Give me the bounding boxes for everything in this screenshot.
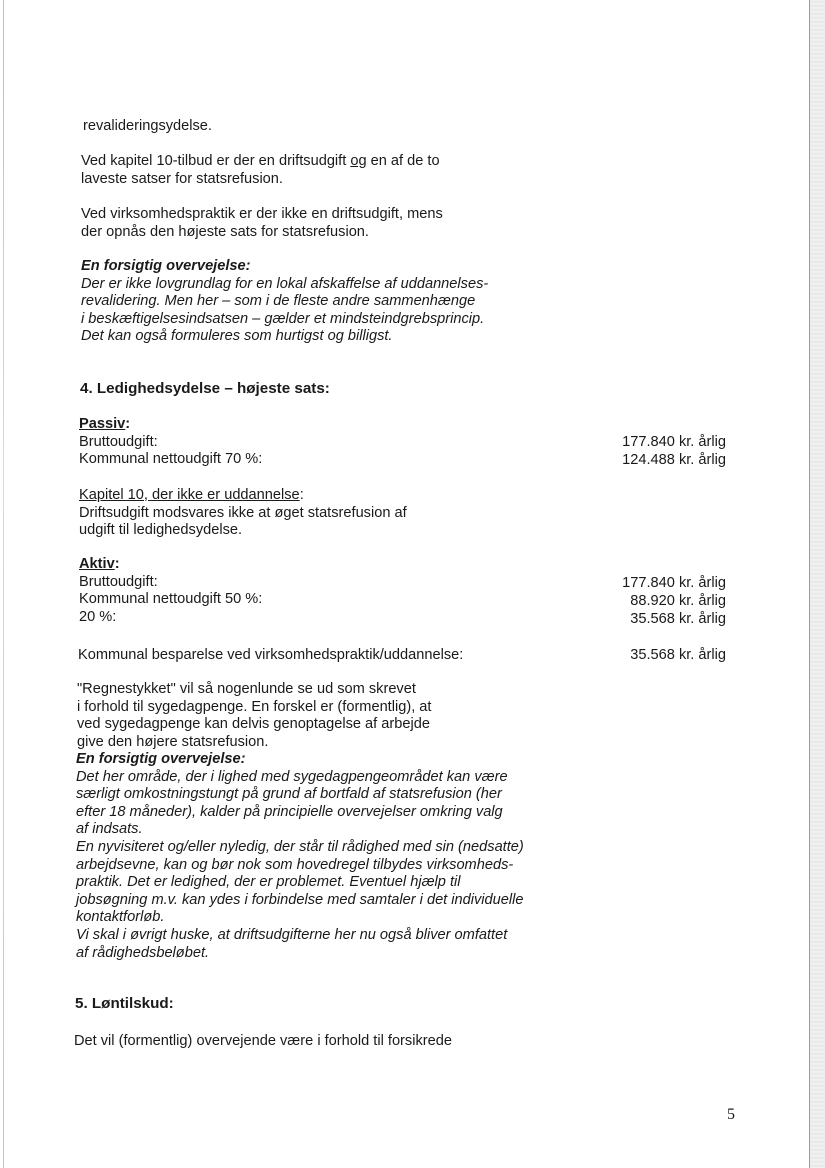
- regnestykket-line-2: i forhold til sygedagpenge. En forskel er (formentlig), at: [77, 698, 432, 715]
- reflection-1-line-1: Der er ikke lovgrundlag for en lokal afskaffelse af uddannelses-: [81, 275, 489, 292]
- aktiv-heading: [79, 556, 262, 574]
- kapitel10-block-line-1: Driftsudgift modsvares ikke at øget statsrefusion af: [79, 504, 407, 521]
- savings-amount: 35.568 kr. årlig: [630, 647, 726, 663]
- reflection-2-line-9: kontaktforløb.: [76, 909, 165, 926]
- kapitel10-text-og: og: [350, 153, 367, 169]
- kapitel10-line-1: [81, 153, 440, 171]
- reflection-2-line-4: af indsats.: [76, 821, 143, 838]
- reflection-1-line-4: Det kan også formuleres som hurtigst og billigst.: [81, 328, 393, 345]
- passiv-heading: [79, 416, 262, 434]
- passiv-row-2-amount: 124.488 kr. årlig: [622, 452, 726, 468]
- section-4-heading: 4. Ledighedsydelse – højeste sats:: [80, 380, 330, 397]
- aktiv-row-1-amount: 177.840 kr. årlig: [622, 575, 726, 591]
- aktiv-label: Aktiv: [79, 556, 115, 572]
- aktiv-block: [79, 556, 262, 626]
- reflection-2-line-11: af rådighedsbeløbet.: [76, 944, 210, 961]
- reflection-2-line-1: Det her område, der i lighed med sygedagpengeområdet kan være: [76, 768, 508, 785]
- passiv-row-2-label: Kommunal nettoudgift 70 %:: [79, 451, 263, 468]
- regnestykket-line-4: give den højere statsrefusion.: [77, 733, 269, 750]
- kapitel10-label: Kapitel 10, der ikke er uddannelse: [79, 487, 300, 503]
- passiv-label: Passiv: [79, 416, 126, 432]
- passiv-row-1-label: Bruttoudgift:: [79, 433, 158, 450]
- reflection-2-line-7: praktik. Det er ledighed, der er problemet. Eventuel hjælp til: [76, 874, 461, 891]
- reflection-2-line-6: arbejdsevne, kan og bør nok som hovedregel tilbydes virksomheds-: [76, 856, 514, 873]
- kapitel10-heading: [79, 487, 407, 505]
- page-number: 5: [727, 1106, 735, 1123]
- regnestykket-paragraph: [77, 681, 431, 751]
- aktiv-colon: :: [114, 556, 120, 572]
- kapitel10-paragraph: [81, 153, 440, 188]
- passiv-row-1-amount: 177.840 kr. årlig: [622, 434, 726, 450]
- reflection-2-line-5: En nyvisiteret og/eller nyledig, der står til rådighed med sin (nedsatte): [76, 838, 524, 855]
- reflection-2-heading: En forsigtig overvejelse:: [76, 751, 246, 767]
- passiv-colon: :: [125, 416, 131, 432]
- aktiv-row-3-label: 20 %:: [79, 608, 117, 625]
- aktiv-row-2-label: Kommunal nettoudgift 50 %:: [79, 591, 263, 608]
- kapitel10-block: [79, 487, 407, 540]
- reflection-2-line-2: særligt omkostningstungt på grund af bortfald af statsrefusion (her: [76, 786, 502, 803]
- kapitel10-text-a: Ved kapitel 10-tilbud er der en driftsudgift: [81, 153, 351, 169]
- reflection-2-line-8: jobsøgning m.v. kan ydes i forbindelse med samtaler i det individuelle: [76, 891, 524, 908]
- aktiv-row-1-label: Bruttoudgift:: [79, 573, 158, 590]
- kapitel10-colon: :: [299, 487, 304, 503]
- scan-right-edge: [809, 0, 825, 1168]
- reflection-2-line-10: Vi skal i øvrigt huske, at driftsudgifterne her nu også bliver omfattet: [76, 926, 508, 943]
- kapitel10-block-line-2: udgift til ledighedsydelse.: [79, 522, 243, 539]
- intro-line-revalideringsydelse: revalideringsydelse.: [83, 118, 212, 134]
- passiv-block: [79, 416, 262, 469]
- savings-label: Kommunal besparelse ved virksomhedspraktik/uddannelse:: [78, 647, 464, 663]
- reflection-2-line-3: efter 18 måneder), kalder på principielle overvejelser omkring valg: [76, 803, 503, 820]
- regnestykket-line-3: ved sygedagpenge kan delvis genoptagelse af arbejde: [77, 716, 430, 733]
- reflection-block-1: [81, 258, 488, 346]
- virksomhedspraktik-paragraph: [81, 206, 443, 241]
- reflection-1-heading: En forsigtig overvejelse:: [81, 258, 251, 274]
- kapitel10-text-b: en af de to: [366, 153, 440, 169]
- regnestykket-line-1: "Regnestykket" vil så nogenlunde se ud som skrevet: [77, 681, 416, 697]
- reflection-1-line-3: i beskæftigelsesindsatsen – gælder et mindsteindgrebsprincip.: [81, 310, 485, 327]
- kapitel10-line-2: laveste satser for statsrefusion.: [81, 170, 283, 187]
- section-5-line-1: Det vil (formentlig) overvejende være i forhold til forsikrede: [74, 1033, 452, 1049]
- reflection-1-line-2: revalidering. Men her – som i de fleste andre sammenhænge: [81, 293, 476, 310]
- section-5-heading: 5. Løntilskud:: [75, 995, 174, 1012]
- scan-left-edge: [3, 0, 4, 1168]
- aktiv-row-3-amount: 35.568 kr. årlig: [630, 611, 726, 627]
- virksomhedspraktik-line-2: der opnås den højeste sats for statsrefusion.: [81, 223, 369, 240]
- virksomhedspraktik-line-1: Ved virksomhedspraktik er der ikke en driftsudgift, mens: [81, 206, 443, 222]
- reflection-block-2: [76, 751, 524, 962]
- aktiv-row-2-amount: 88.920 kr. årlig: [630, 593, 726, 609]
